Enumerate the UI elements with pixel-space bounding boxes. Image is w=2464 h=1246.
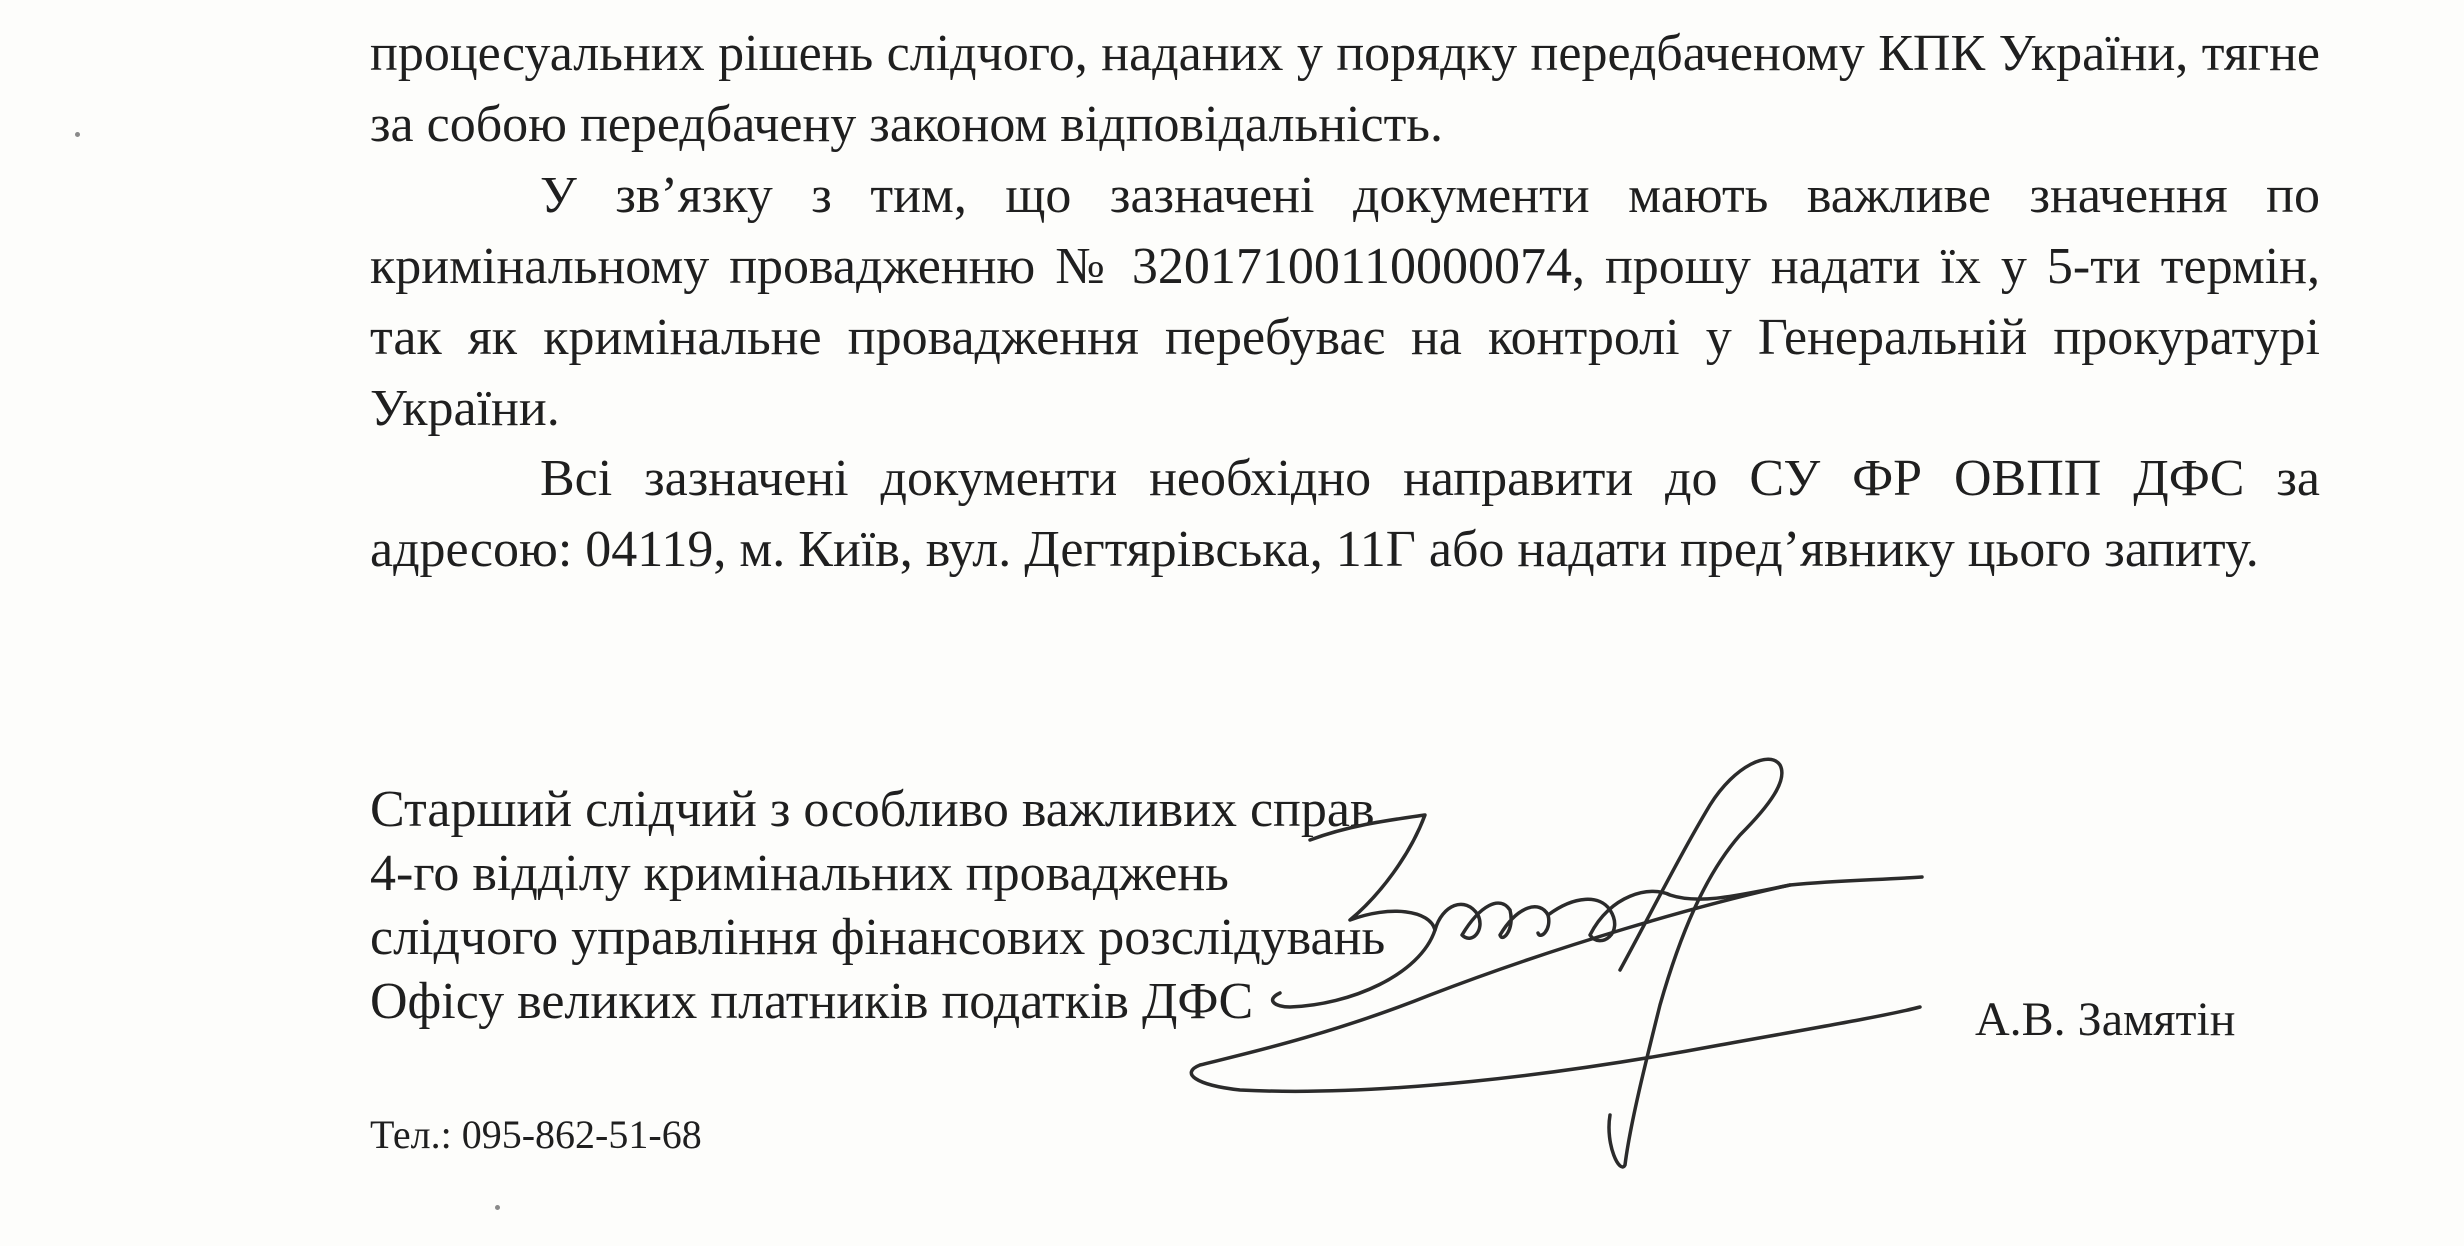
paragraph-request-deadline: У зв’язку з тим, що зазначені документи мають важливе значення по кримінальному провадженню № 32017100110000074, прошу надати їх у 5-ти термін, так як кримінальне провадження перебуває на контролі у Генеральній прокуратурі України. (370, 167, 2320, 437)
contact-phone: Тел.: 095-862-51-68 (370, 1112, 702, 1157)
signer-name: А.В. Замятін (1975, 993, 2236, 1046)
handwritten-signature (1180, 745, 2080, 1175)
scan-speck (75, 132, 80, 137)
paragraph-legal-responsibility: процесуальних рішень слідчого, наданих у порядку передбаченому КПК України, тягне за собою передбачену законом відповідальність. (370, 25, 2320, 153)
signer-position-line: Старший слідчий з особливо важливих справ (370, 781, 1375, 838)
signer-position-line: Офісу великих платників податків ДФС (370, 973, 1254, 1030)
signer-position-line: слідчого управління фінансових розслідувань (370, 909, 1386, 966)
scan-speck (495, 1205, 500, 1210)
paragraph-delivery-address: Всі зазначені документи необхідно направити до СУ ФР ОВПП ДФС за адресою: 04119, м. Київ, вул. Дегтярівська, 11Г або надати пред’явнику цього запиту. (370, 450, 2320, 578)
signer-position-line: 4-го відділу кримінальних проваджень (370, 845, 1229, 902)
